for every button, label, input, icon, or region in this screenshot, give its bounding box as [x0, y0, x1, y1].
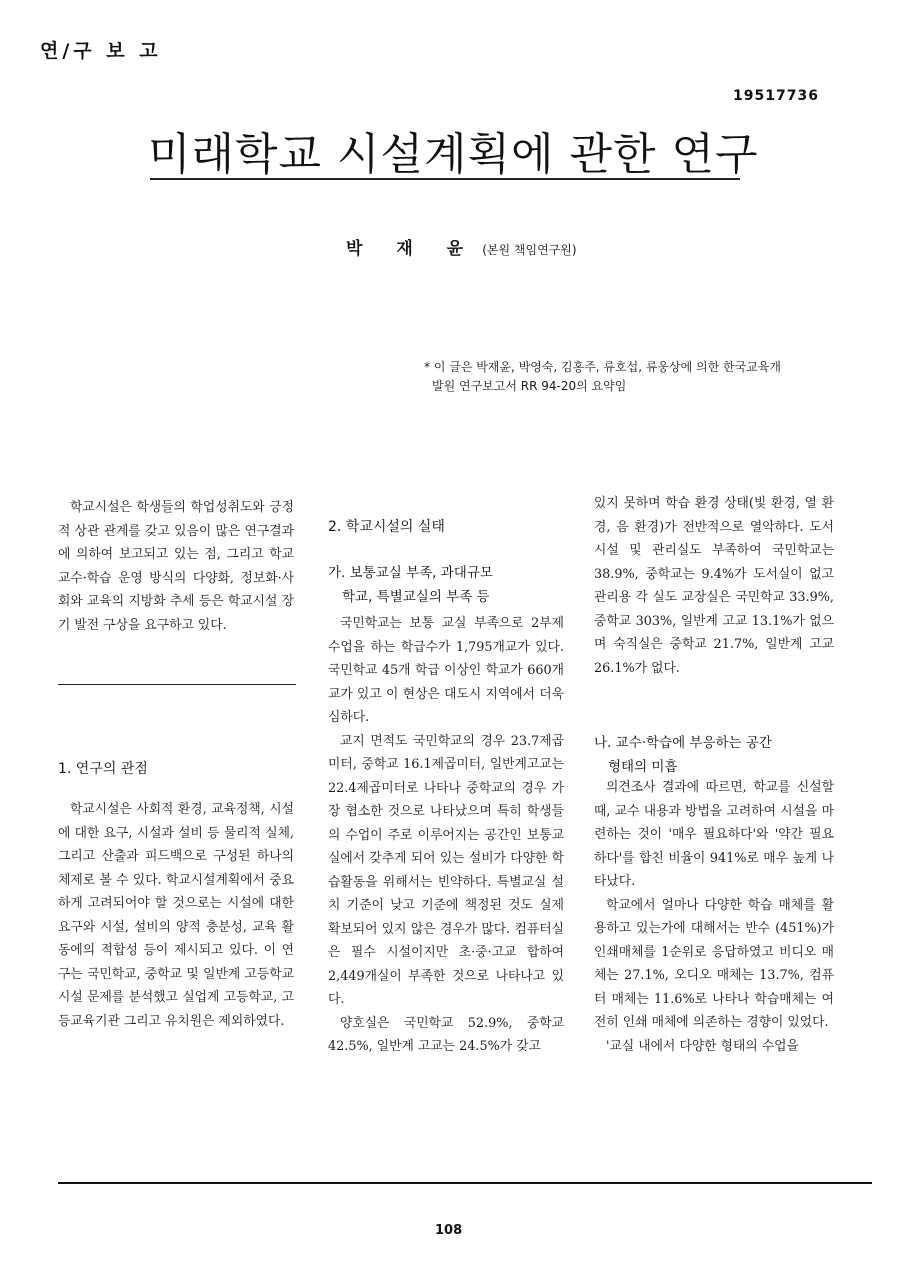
paragraph-2: 교지 면적도 국민학교의 경우 23.7제곱미터, 중학교 16.1제곱미터, 일반계고교는 22.4제곱미터로 나타나 중학교의 경우 가장 협소한 것으로 나타났으며 특히 학생들의 수업이 주로 이루어지는 공간인 보통교실에서 갖추게 되어 있는 설비가 다양한 학습활동을 위해서는 빈약하다. 특별교실 설치 기준이 낮고 기준에 책정된 것도 실제 확보되어 있지 않은 경우가 많다. 컴퓨터실은 필수 시설이지만 초·중·고교 합하여 2,449개실이 부족한 것으로 나타나고 있다. [328, 733, 564, 1007]
paragraph-3-continued: 있지 못하며 학습 환경 상태(빛 환경, 열 환경, 음 환경)가 전반적으로 열악하다. 도서시설 및 관리실도 부족하여 국민학교는 38.9%, 중학교는 9.4%가 도서실이 없고 관리용 각 실도 교장실은 국민학교 33.9%, 중학교 303%, 일반계 고교 13.1%가 없으며 숙직실은 중학교 21.7%, 일반계 고교 26.1%가 없다. [594, 496, 834, 676]
subsection-b-line-1: 나. 교수·학습에 부응하는 공간 [594, 735, 772, 751]
subsection-b-line-2: 형태의 미흡 [608, 758, 678, 775]
author-line [346, 234, 577, 259]
section-1-heading: 1. 연구의 관점 [58, 761, 148, 777]
column-3-body [594, 776, 834, 1058]
subsection-a-line-2: 학교, 특별교실의 부족 등 [342, 588, 490, 605]
section-1-body [58, 798, 294, 1033]
section-1-paragraph: 학교시설은 사회적 환경, 교육정책, 시설에 대한 요구, 시설과 설비 등 물리적 실체, 그리고 산출과 피드백으로 구성된 하나의 체제로 볼 수 있다. 학교시설계획에서 중요하게 고려되어야 할 것으로는 시설에 대한 요구와 시설, 설비의 양적 충분성, 교육 활동에의 적합성 등이 제시되고 있다. 이 연구는 국민학교, 중학교 및 일반계 고등학교 시설 문제를 분석했고 실업계 고등학교, 고등교육기관 그리고 유치원은 제외하였다. [58, 802, 294, 1029]
title-underline [150, 178, 740, 180]
abstract-text: 학교시설은 학생들의 학업성취도와 긍정적 상관 관계를 갖고 있음이 많은 연구결과에 의하여 보고되고 있는 점, 그리고 학교 교수·학습 운영 방식의 다양화, 정보화·사회와 교육의 지방화 추세 등은 학교시설 장기 발전 구상을 요구하고 있다. [58, 500, 294, 633]
page-number: 108 [435, 1223, 463, 1238]
subsection-a-heading [328, 562, 564, 609]
paragraph-5: 학교에서 얼마나 다양한 학습 매체를 활용하고 있는가에 대해서는 반수 (451%)가 인쇄매체를 1순위로 응답하였고 비디오 매체는 27.1%, 오디오 매체는 13.7%, 컴퓨터 매체는 11.6%로 나타나 학습매체는 여전히 인쇄 매체에 의존하는 경향이 있었다. [594, 897, 834, 1030]
source-note-line-1: * 이 글은 박재윤, 박영숙, 김홍주, 류호섭, 류웅상에 의한 한국교육개 [424, 360, 781, 374]
paragraph-6: '교실 내에서 다양한 형태의 수업을 [606, 1038, 799, 1054]
article-title: 미래학교 시설계획에 관한 연구 [148, 129, 759, 180]
source-note [424, 358, 844, 396]
footer-divider [58, 1182, 872, 1184]
series-label: 연/구 보 고 [40, 40, 162, 62]
abstract [58, 496, 294, 637]
column-3-continuation [594, 492, 834, 680]
paragraph-1: 국민학교는 보통 교실 부족으로 2부제 수업을 하는 학급수가 1,795개교가 있다. 국민학교 45개 학급 이상인 학교가 660개교가 있고 이 현상은 대도시 지역에서 더욱 심하다. [328, 616, 564, 725]
paragraph-3: 양호실은 국민학교 52.9%, 중학교 42.5%, 일반계 고교는 24.5%가 갖고 [328, 1015, 564, 1054]
abstract-divider [58, 684, 296, 685]
author-name: 박 재 윤 [346, 239, 478, 259]
author-affiliation: (본원 책임연구원) [482, 243, 577, 257]
paragraph-4: 의견조사 결과에 따르면, 학교를 신설할 때, 교수 내용과 방법을 고려하여 시설을 마련하는 것이 '매우 필요하다'와 '약간 필요하다'를 합친 비율이 941%로 매우 높게 나타났다. [594, 780, 834, 889]
document-number: 19517736 [733, 88, 819, 104]
source-note-line-2: 발원 연구보고서 RR 94-20의 요약임 [432, 379, 627, 393]
subsection-b-heading [594, 732, 834, 779]
column-2-body [328, 612, 564, 1059]
section-2-heading: 2. 학교시설의 실태 [328, 519, 445, 535]
subsection-a-line-1: 가. 보통교실 부족, 과대규모 [328, 565, 493, 581]
